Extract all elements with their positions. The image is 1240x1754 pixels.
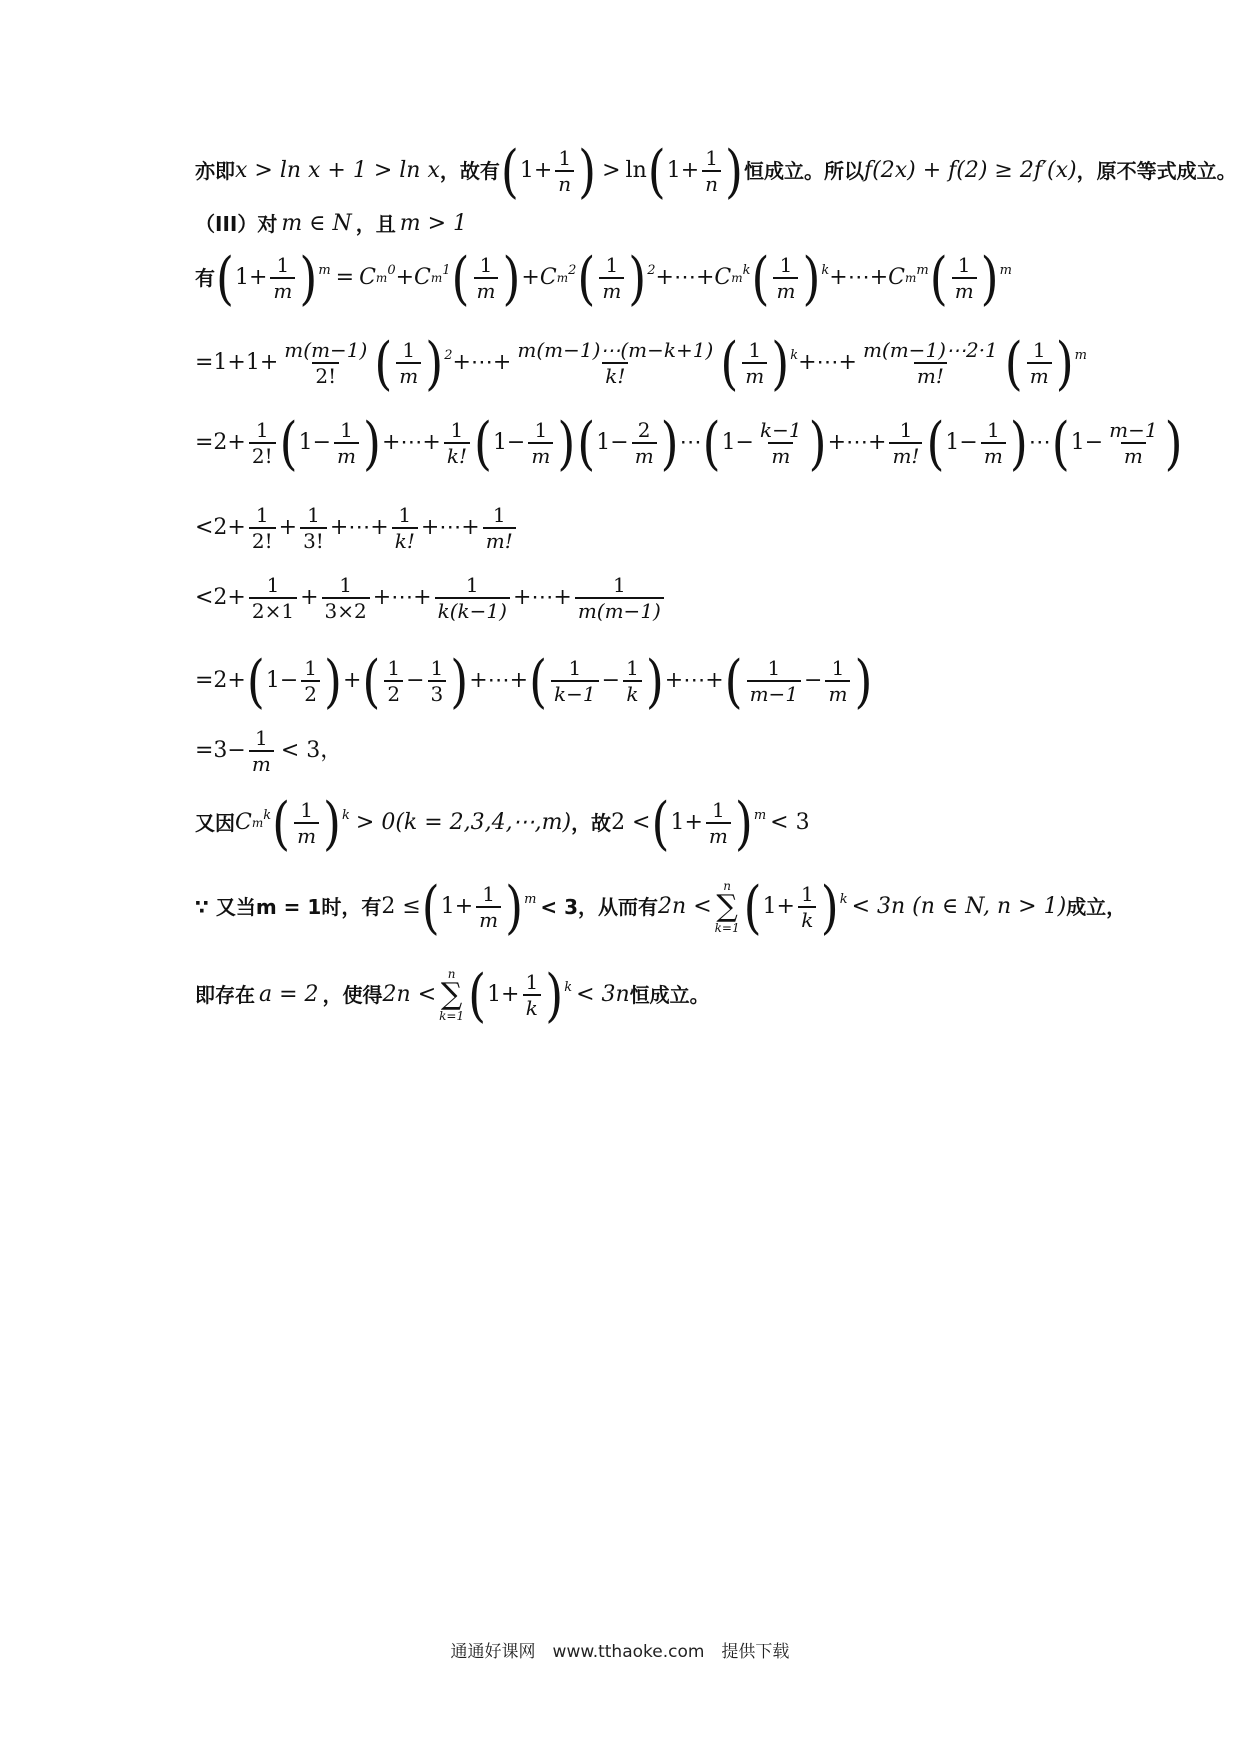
line-factorial-bound: <2+ $\frac{1}{2!}$ + $\frac{1}{3!}$ +⋯+ $\frac{1}{k!}$ +⋯+ $\frac{1}{m!}$: [195, 505, 519, 551]
line-telescoping-bound: <2+ $\frac{1}{2\times 1}$ + $\frac{1}{3\times 2}$ +⋯+ $\frac{1}{k(k-1)}$ +⋯+ $\frac{1}{m(m-1)}$: [195, 575, 667, 621]
line-upper-result: =3− $\frac{1}{m}$ < 3，: [195, 726, 343, 776]
line-expanded-terms: =1+1+ $\frac{m(m-1)}{2!}$ ( $\frac{1}{m}$ ) $^2$ +⋯+ $\frac{m(m-1)\cdots(m-k+1)}{k!}$ ( $\frac{1}{m}$ ) $^k$ +⋯+ $\frac{m(m-1)\cdots 2\cdot 1}{m!}$ ( $\frac{1}{m}$ ) $^m$: [195, 329, 1087, 397]
line-binomial-expansion: 有 ( 1+ $\frac{1}{m}$ ) $^m$ = C m $^0$ + C m $^1$ ( $\frac{1}{m}$ ) + C m $^2$ ( $\frac{1}{m}$ ) $^2$ +⋯+ C m $^k$ ( $\frac{1}{m}$ ) $^k$ +⋯+ C m $^m$ ( $\frac{1}{m}$ ) $^m$: [195, 244, 1012, 312]
line-conclusion-part2: 亦即 x > ln x + 1 > ln x ，故有 ( 1+ $\frac{1}{n}$ ) > ln ( 1+ $\frac{1}{n}$ ) 恒成立。所以 f(2x) + f(2) ≥ 2f′(x) ，原不等式成立。: [195, 137, 1237, 205]
line-final-conclusion: 即存在 a = 2 ，使得 2n < n ∑ k=1 ( 1+ $\frac{1}{k}$ ) $^k$ < 3n 恒成立。: [195, 961, 710, 1029]
line-lower-bound: 又因 C m $^k$ ( $\frac{1}{m}$ ) $^k$ > 0(k = 2,3,4,⋯,m) ，故 2 < ( 1+ $\frac{1}{m}$ ) $^m$ < 3: [195, 789, 810, 857]
page-footer: 通通好课网 www.tthaoke.com 提供下载: [450, 1642, 790, 1662]
line-part3-condition: （III）对 m ∈ N ，且 m > 1: [195, 211, 467, 236]
line-telescoping-sum: =2+ ( 1− $\frac{1}{2}$ ) + ( $\frac{1}{2}$ − $\frac{1}{3}$ ) +⋯+ ( $\frac{1}{k-1}$ − $\frac{1}{k}$ ) +⋯+ ( $\frac{1}{m-1}$ − $\frac{1}{m}$ ): [195, 647, 873, 715]
line-m-equals-one: ∵ 又当m = 1时，有 2 ≤ ( 1+ $\frac{1}{m}$ ) $^m$ < 3，从而有 2n < n ∑ k=1 ( 1+ $\frac{1}{k}$ ) $^k$ < 3n (n ∈ N, n > 1) 成立，: [195, 873, 1127, 941]
line-product-form: =2+ $\frac{1}{2!}$ ( 1− $\frac{1}{m}$ ) +⋯+ $\frac{1}{k!}$ ( 1− $\frac{1}{m}$ ) ( 1− $\frac{2}{m}$ ) ⋯ ( 1− $\frac{k-1}{m}$ ) +⋯+ $\frac{1}{m!}$ ( 1− $\frac{1}{m}$ ) ⋯ ( 1− $\frac{m-1}{m}$ ): [195, 409, 1183, 477]
